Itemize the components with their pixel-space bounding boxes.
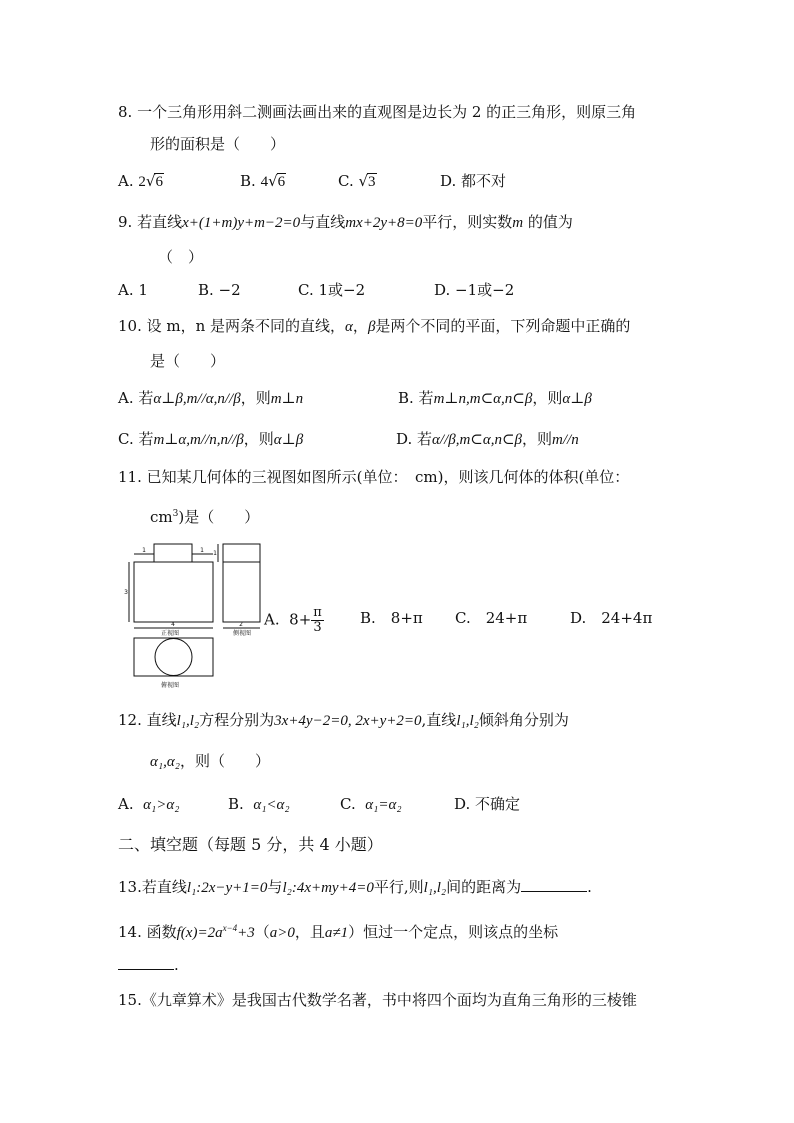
q12-option-c: C. α₁=α₂ — [340, 795, 402, 813]
top-view-body — [134, 638, 213, 676]
q12-stem-line2: α₁,α₂，则（ ） — [150, 752, 270, 770]
q12-option-a: A. α₁>α₂ — [118, 795, 180, 813]
dim-1-left: 1 — [142, 547, 146, 554]
q12-stem-line1: 12. 直线l₁,l₂方程分别为3x+4y−2=0, 2x+y+2=0,直线l₁,l₂倾斜角分别为 — [118, 711, 569, 729]
q11-option-a: A. 8+ $\frac{\pi}{3}$ — [264, 605, 322, 635]
q9-stem-line2: （ ） — [158, 248, 204, 266]
q8-option-a: A. 2√6 — [118, 172, 163, 190]
q10-option-d: D. 若α//β,m⊂α,n⊂β，则m//n — [396, 430, 579, 448]
q9-option-a: A. 1 — [118, 281, 148, 299]
three-view-figure — [124, 540, 266, 692]
q13-stem: 13.若直线l₁:2x−y+1=0与l₂:4x+my+4=0平行,则l₁,l₂间的距离为 . — [118, 878, 592, 896]
q11-option-c: C. 24+π — [455, 609, 528, 627]
q8-option-b: B. 4√6 — [240, 172, 286, 190]
q10-option-b: B. 若m⊥n,m⊂α,n⊂β，则α⊥β — [398, 389, 592, 407]
q10-option-a: A. 若α⊥β,m//α,n//β，则m⊥n — [118, 389, 304, 407]
front-view-body — [134, 562, 213, 622]
q14-stem-line2: . — [118, 954, 179, 975]
q12-option-d: D. 不确定 — [454, 795, 521, 813]
front-view-top-block — [154, 544, 192, 562]
dim-3: 3 — [124, 589, 128, 596]
q8-stem-line2: 形的面积是（ ） — [150, 135, 286, 153]
q9-stem-line1: 9. 若直线x+(1+m)y+m−2=0与直线mx+2y+8=0平行，则实数m 的值为 — [118, 213, 573, 231]
q8-option-d: D. 都不对 — [440, 172, 507, 190]
side-view-label: 侧视图 — [232, 630, 252, 637]
front-view-label: 正视图 — [160, 630, 180, 637]
top-view-label: 俯视图 — [160, 682, 180, 689]
dim-4: 4 — [171, 621, 175, 628]
q11-option-d: D. 24+4π — [570, 609, 653, 627]
q11-option-b: B. 8+π — [360, 609, 423, 627]
q14-stem-line1: 14. 函数$f(x)=2a^{x-4}+3(a>0$，且a≠1）恒过一个定点，则该点的坐标 — [118, 923, 559, 941]
dim-2: 2 — [239, 621, 243, 628]
q10-stem-line2: 是（ ） — [150, 352, 226, 370]
dim-1-right: 1 — [200, 547, 204, 554]
q10-stem-line1: 10. 设 m，n 是两条不同的直线，α，β是两个不同的平面，下列命题中正确的 — [118, 317, 631, 335]
q11-stem-line2: $cm^3$)是（ ） — [150, 508, 260, 526]
q10-option-c: C. 若m⊥α,m//n,n//β，则α⊥β — [118, 430, 304, 448]
section-heading-fill-in: 二、填空题（每题 5 分，共 4 小题） — [118, 835, 383, 854]
q8-stem-line1: 8. 一个三角形用斜二测画法画出来的直观图是边长为 2 的正三角形，则原三角 — [118, 103, 637, 121]
dim-1-side: 1 — [213, 550, 217, 557]
q13-answer-blank[interactable] — [521, 876, 587, 892]
q11-stem-line1: 11. 已知某几何体的三视图如图所示(单位： cm)，则该几何体的体积(单位： — [118, 468, 630, 486]
q9-option-b: B. −2 — [198, 281, 241, 299]
q12-option-b: B. α₁<α₂ — [228, 795, 290, 813]
side-view-body — [223, 544, 260, 622]
top-view-circle — [155, 639, 192, 676]
q8-option-c: C. √3 — [338, 172, 376, 190]
q14-answer-blank[interactable] — [118, 954, 174, 970]
q9-option-d: D. −1或−2 — [434, 281, 515, 299]
q15-stem-line1: 15.《九章算术》是我国古代数学名著，书中将四个面均为直角三角形的三棱锥 — [118, 991, 637, 1009]
q9-option-c: C. 1或−2 — [298, 281, 366, 299]
